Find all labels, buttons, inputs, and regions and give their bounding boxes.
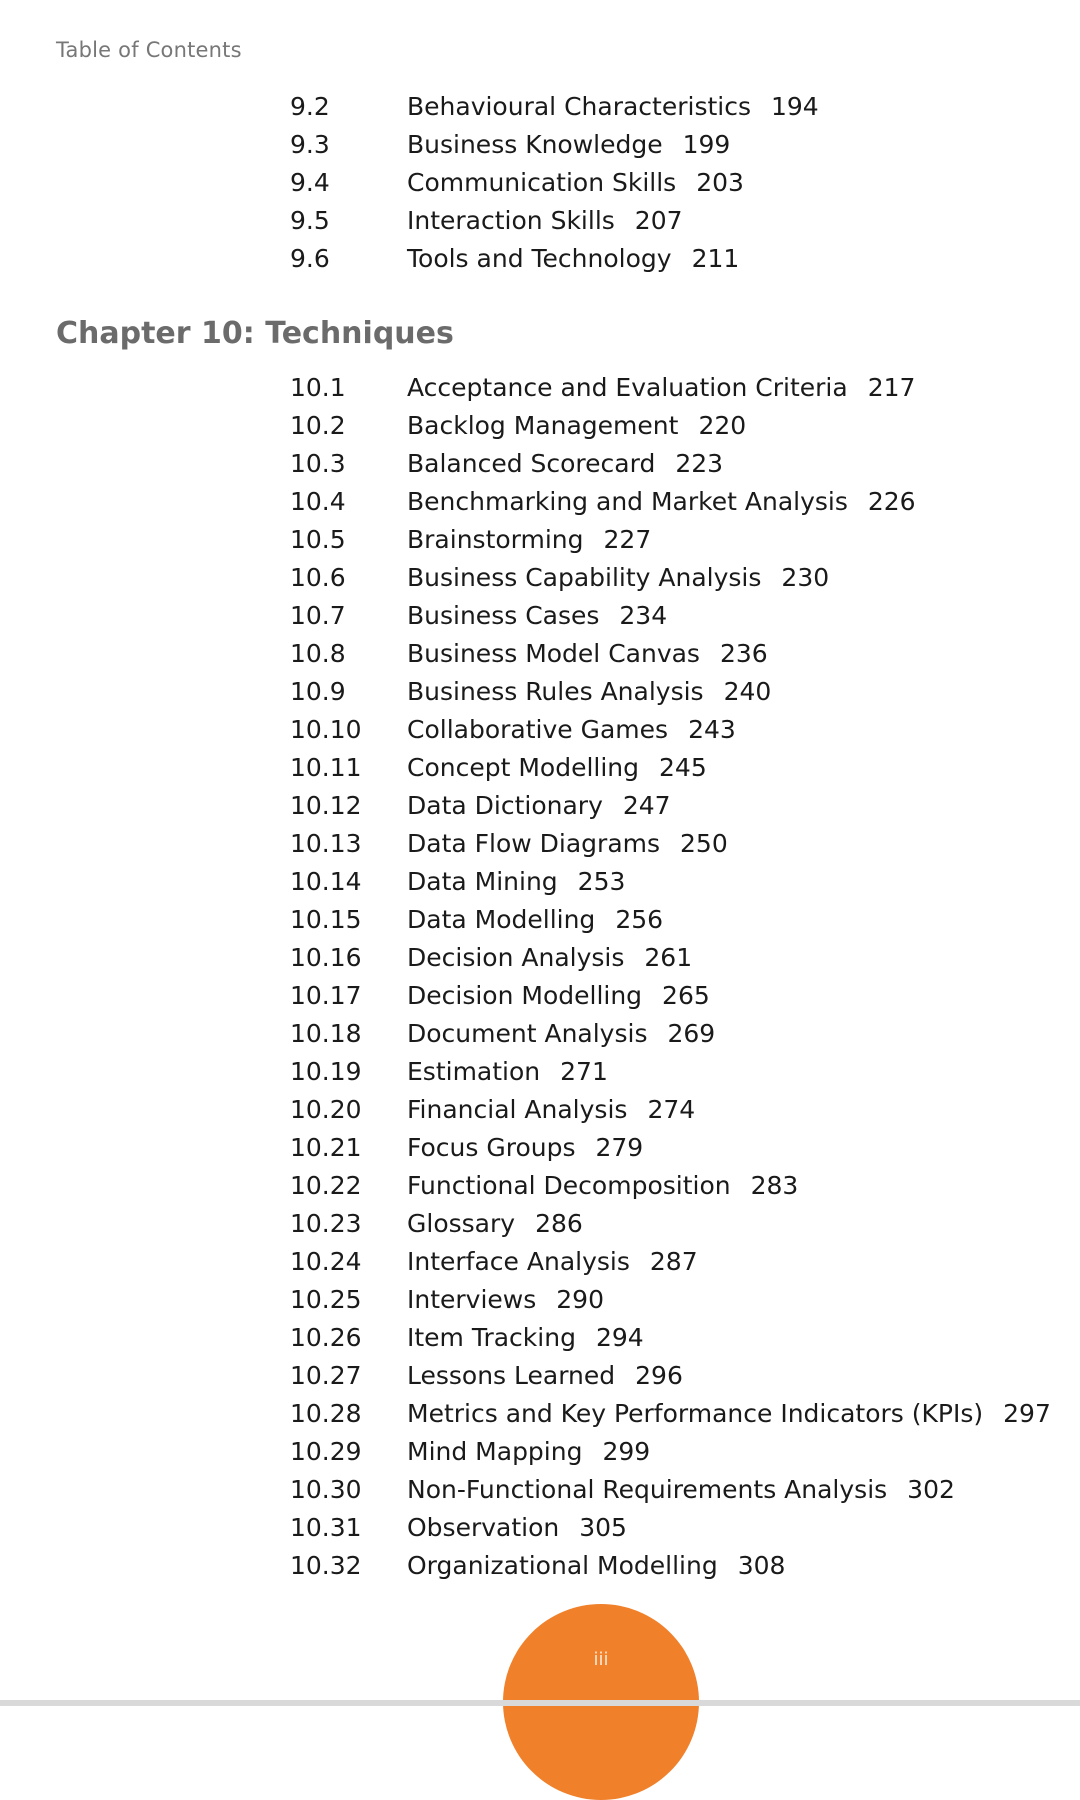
toc-entry-number: 10.9 <box>290 677 346 706</box>
toc-entry-title: Behavioural Characteristics <box>407 92 751 121</box>
toc-entry[interactable] <box>290 597 1050 635</box>
toc-entry-title: Non-Functional Requirements Analysis <box>407 1475 888 1504</box>
toc-entry-page: 265 <box>662 981 710 1010</box>
toc-entry-page: 247 <box>622 791 671 820</box>
toc-entry[interactable] <box>290 1205 1050 1243</box>
toc-entry-title: Estimation <box>407 1057 541 1086</box>
toc-entry-page: 217 <box>867 373 916 402</box>
toc-entry-number: 10.16 <box>290 943 362 972</box>
toc-entry[interactable] <box>290 1395 1050 1433</box>
toc-entry-title: Benchmarking and Market Analysis <box>407 487 848 516</box>
toc-entry-number: 10.10 <box>290 715 362 744</box>
toc-entry-page: 256 <box>615 905 664 934</box>
toc-entry-title: Business Model Canvas <box>407 639 700 668</box>
toc-entry-title: Organizational Modelling <box>407 1551 718 1580</box>
toc-entry[interactable] <box>290 1509 1050 1547</box>
toc-entry-number: 10.30 <box>290 1475 362 1504</box>
toc-entry-title: Balanced Scorecard <box>407 449 656 478</box>
toc-entry-number: 10.7 <box>290 601 346 630</box>
toc-entry-title: Concept Modelling <box>407 753 640 782</box>
toc-entry[interactable] <box>290 825 1050 863</box>
toc-entry[interactable] <box>290 711 1050 749</box>
toc-entry-page: 302 <box>907 1475 955 1504</box>
toc-entry-page: 283 <box>750 1171 799 1200</box>
toc-entry-number: 10.22 <box>290 1171 362 1200</box>
toc-entry-title: Data Flow Diagrams <box>407 829 661 858</box>
toc-entry-page: 253 <box>577 867 626 896</box>
toc-entry-number: 10.23 <box>290 1209 362 1238</box>
toc-entry-page: 199 <box>682 130 731 159</box>
toc-entry-number: 10.11 <box>290 753 362 782</box>
toc-chapter-10-list <box>290 369 1050 1585</box>
toc-entry-number: 10.20 <box>290 1095 362 1124</box>
toc-entry[interactable] <box>290 164 1050 202</box>
toc-entry-number: 10.14 <box>290 867 362 896</box>
toc-entry[interactable] <box>290 445 1050 483</box>
toc-entry-number: 10.8 <box>290 639 346 668</box>
toc-entry[interactable] <box>290 1167 1050 1205</box>
toc-entry-page: 286 <box>535 1209 583 1238</box>
toc-entry-title: Acceptance and Evaluation Criteria <box>407 373 848 402</box>
toc-entry-page: 296 <box>635 1361 683 1390</box>
toc-entry[interactable] <box>290 863 1050 901</box>
toc-entry[interactable] <box>290 407 1050 445</box>
toc-entry-number: 10.32 <box>290 1551 362 1580</box>
toc-entry-title: Business Cases <box>407 601 600 630</box>
toc-entry-title: Item Tracking <box>407 1323 576 1352</box>
toc-entry-number: 10.5 <box>290 525 346 554</box>
toc-entry-title: Metrics and Key Performance Indicators (KPIs) <box>407 1399 984 1428</box>
toc-entry-page: 243 <box>688 715 736 744</box>
toc-entry-page: 299 <box>602 1437 651 1466</box>
toc-entry[interactable] <box>290 787 1050 825</box>
toc-entry-page: 220 <box>698 411 747 440</box>
toc-entry-title: Mind Mapping <box>407 1437 583 1466</box>
toc-entry-page: 223 <box>675 449 724 478</box>
toc-entry[interactable] <box>290 126 1050 164</box>
toc-entry[interactable] <box>290 1433 1050 1471</box>
toc-entry-title: Decision Analysis <box>407 943 625 972</box>
toc-entry-page: 250 <box>680 829 728 858</box>
toc-entry-number: 9.3 <box>290 130 330 159</box>
toc-entry-number: 10.27 <box>290 1361 362 1390</box>
toc-entry-number: 9.4 <box>290 168 330 197</box>
toc-entry-page: 240 <box>723 677 772 706</box>
toc-entry-number: 10.3 <box>290 449 346 478</box>
toc-entry-number: 10.19 <box>290 1057 362 1086</box>
toc-entry-title: Data Dictionary <box>407 791 603 820</box>
toc-entry-title: Interaction Skills <box>407 206 615 235</box>
toc-entry-page: 274 <box>647 1095 696 1124</box>
toc-entry[interactable] <box>290 749 1050 787</box>
toc-entry[interactable] <box>290 521 1050 559</box>
running-header: Table of Contents <box>56 38 242 62</box>
toc-entry-page: 194 <box>770 92 819 121</box>
toc-entry-title: Business Rules Analysis <box>407 677 704 706</box>
toc-entry-title: Glossary <box>407 1209 516 1238</box>
toc-entry-title: Lessons Learned <box>407 1361 616 1390</box>
toc-entry-page: 230 <box>781 563 830 592</box>
toc-entry[interactable] <box>290 88 1050 126</box>
toc-entry-title: Observation <box>407 1513 560 1542</box>
toc-entry-number: 10.1 <box>290 373 346 402</box>
toc-entry-page: 297 <box>1003 1399 1051 1428</box>
toc-entry-page: 226 <box>867 487 916 516</box>
toc-entry[interactable] <box>290 977 1050 1015</box>
toc-section-9-list <box>290 88 1050 278</box>
toc-entry[interactable] <box>290 202 1050 240</box>
toc-entry[interactable] <box>290 1319 1050 1357</box>
page-number: iii <box>593 1649 609 1670</box>
toc-entry-number: 10.26 <box>290 1323 362 1352</box>
toc-entry-title: Financial Analysis <box>407 1095 628 1124</box>
toc-entry-title: Backlog Management <box>407 411 679 440</box>
toc-entry-page: 269 <box>667 1019 716 1048</box>
toc-entry-number: 10.2 <box>290 411 346 440</box>
toc-entry-title: Business Capability Analysis <box>407 563 762 592</box>
toc-entry[interactable] <box>290 635 1050 673</box>
toc-entry-number: 10.28 <box>290 1399 362 1428</box>
toc-entry-title: Collaborative Games <box>407 715 669 744</box>
toc-entry-title: Decision Modelling <box>407 981 643 1010</box>
toc-entry-title: Functional Decomposition <box>407 1171 731 1200</box>
toc-entry[interactable] <box>290 1281 1050 1319</box>
toc-entry-page: 236 <box>719 639 768 668</box>
toc-entry[interactable] <box>290 1357 1050 1395</box>
toc-entry-page: 227 <box>603 525 652 554</box>
toc-entry[interactable] <box>290 1053 1050 1091</box>
page-bottom-edge <box>0 1700 1080 1706</box>
toc-entry-number: 10.18 <box>290 1019 362 1048</box>
toc-entry-title: Focus Groups <box>407 1133 576 1162</box>
toc-entry-page: 207 <box>634 206 683 235</box>
toc-entry-page: 287 <box>649 1247 698 1276</box>
toc-entry[interactable] <box>290 1091 1050 1129</box>
toc-entry-title: Interface Analysis <box>407 1247 630 1276</box>
toc-entry[interactable] <box>290 1243 1050 1281</box>
toc-entry-page: 308 <box>737 1551 786 1580</box>
toc-entry-number: 10.4 <box>290 487 346 516</box>
toc-entry-title: Data Modelling <box>407 905 596 934</box>
toc-entry-title: Communication Skills <box>407 168 677 197</box>
toc-entry[interactable] <box>290 559 1050 597</box>
toc-entry-page: 271 <box>560 1057 608 1086</box>
toc-entry[interactable] <box>290 1015 1050 1053</box>
toc-entry-page: 305 <box>579 1513 627 1542</box>
toc-entry-page: 234 <box>619 601 668 630</box>
chapter-heading: Chapter 10: Techniques <box>56 316 454 351</box>
toc-entry-number: 10.13 <box>290 829 362 858</box>
toc-entry-page: 211 <box>691 244 740 273</box>
toc-entry-page: 290 <box>556 1285 604 1314</box>
toc-entry[interactable] <box>290 1547 1050 1585</box>
toc-entry[interactable] <box>290 1129 1050 1167</box>
toc-entry-number: 10.12 <box>290 791 362 820</box>
toc-entry-number: 10.24 <box>290 1247 362 1276</box>
toc-entry-page: 245 <box>659 753 707 782</box>
toc-entry-number: 9.6 <box>290 244 330 273</box>
toc-entry[interactable] <box>290 369 1050 407</box>
toc-entry-title: Tools and Technology <box>407 244 672 273</box>
toc-entry-number: 9.2 <box>290 92 330 121</box>
toc-entry-number: 10.15 <box>290 905 362 934</box>
toc-entry-title: Interviews <box>407 1285 537 1314</box>
toc-entry[interactable] <box>290 939 1050 977</box>
toc-entry[interactable] <box>290 673 1050 711</box>
toc-entry-page: 203 <box>696 168 744 197</box>
toc-entry[interactable] <box>290 483 1050 521</box>
toc-entry-page: 261 <box>644 943 693 972</box>
toc-entry-page: 294 <box>595 1323 644 1352</box>
toc-entry-number: 10.6 <box>290 563 346 592</box>
toc-entry[interactable] <box>290 240 1050 278</box>
toc-entry-title: Business Knowledge <box>407 130 663 159</box>
toc-entry-number: 10.21 <box>290 1133 362 1162</box>
toc-entry-number: 10.29 <box>290 1437 362 1466</box>
toc-entry-number: 10.31 <box>290 1513 362 1542</box>
toc-entry-title: Document Analysis <box>407 1019 648 1048</box>
toc-entry-page: 279 <box>595 1133 644 1162</box>
toc-entry-number: 10.17 <box>290 981 362 1010</box>
toc-entry-number: 9.5 <box>290 206 330 235</box>
toc-entry-number: 10.25 <box>290 1285 362 1314</box>
toc-entry[interactable] <box>290 1471 1050 1509</box>
toc-entry-title: Brainstorming <box>407 525 584 554</box>
toc-entry-title: Data Mining <box>407 867 558 896</box>
toc-entry[interactable] <box>290 901 1050 939</box>
